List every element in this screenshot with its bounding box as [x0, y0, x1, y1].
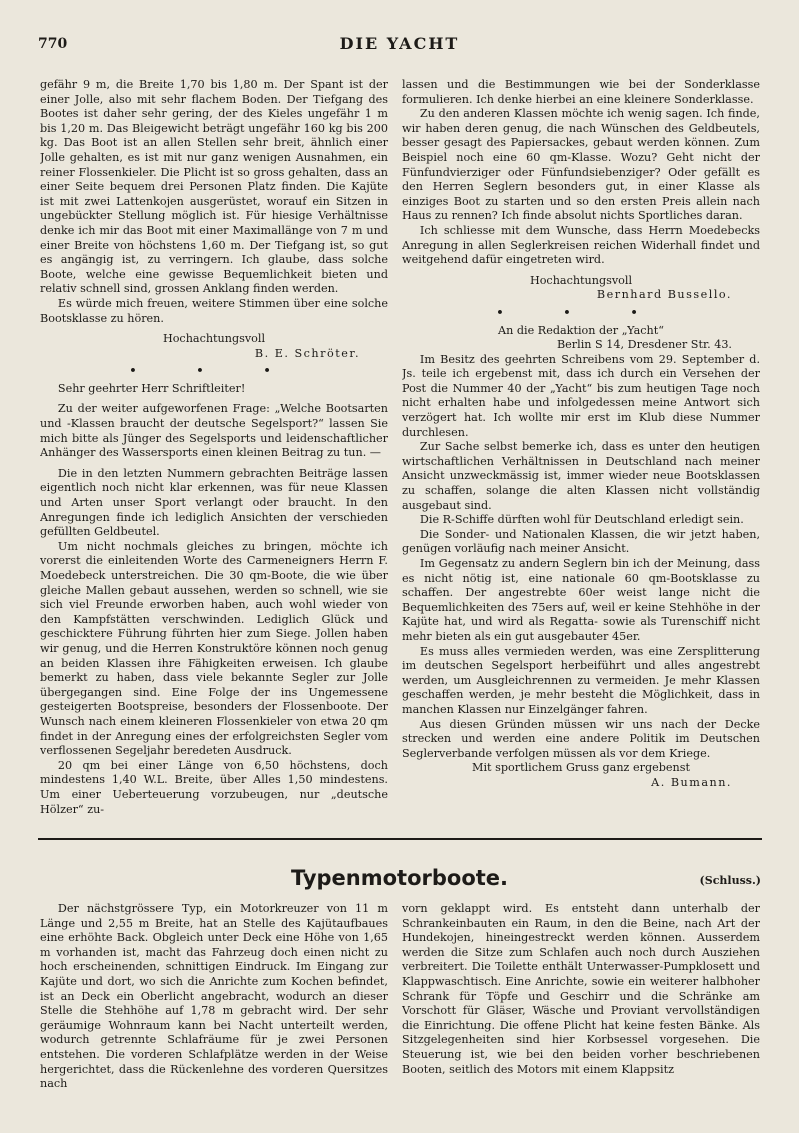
letter-closing: Hochachtungsvoll [162, 332, 266, 346]
page-number: 770 [38, 36, 68, 52]
paragraph: Zu der weiter aufgeworfenen Frage: „Welche Bootsarten und -Klassen braucht der deutsche Segelsport?“ lassen Sie mich bitte als Jünger des Segelsports und leidenschaftlicher Anhänger des Wassersports einen kleinen Beitrag zu tun. — [40, 402, 388, 460]
paragraph: Im Besitz des geehrten Schreibens vom 29. September d. Js. teile ich ergebenst mit, dass ich durch ein Versehen der Post die Nummer 40 der „Yacht“ bis zum heutigen Tage noch nicht erhalten habe und infolgedessen meine Antwort sich verzögert hat. Ich wollte mir erst im Klub diese Nummer durchlesen. [402, 352, 760, 439]
letter-signature: Bernhard Bussello. [596, 288, 732, 302]
paragraph: Es muss alles vermieden werden, was eine Zersplitterung im deutschen Segelsport herbeiführt und alles angestrebt werden, um Ausgleichrennen zu vermeiden. Je mehr Klassen geschaffen werden, je mehr besteht die Möglichkeit, dass in manchen Klassen nur Einzelgänger fahren. [402, 644, 760, 716]
separator-stars: • • • [129, 363, 299, 378]
paragraph: Im Gegensatz zu andern Seglern bin ich der Meinung, dass es nicht nötig ist, eine nationale 60 qm-Bootsklasse zu schaffen. Der angestrebte 60er weist lange nicht die Bequemlichkeiten des 75ers auf, weil er keine Stehhöhe in der Kajüte hat, und wird als Regatta- sowie als Turenschiff nicht mehr bieten als ein gut ausgebauter 45er. [402, 557, 760, 643]
section-divider [38, 838, 762, 840]
paragraph: Die in den letzten Nummern gebrachten Beiträge lassen eigentlich noch nicht klar erkennen, was für neue Klassen und Arten unser Sport verlangt oder braucht. In den Anregungen finde ich lediglich Ansichten der verschieden gefüllten Geldbeutel. [40, 466, 388, 539]
article-continuation-note: (Schluss.) [699, 874, 761, 887]
paragraph: 20 qm bei einer Länge von 6,50 höchstens, doch mindestens 1,40 W.L. Breite, über Alles 1,50 mindestens. Um einer Ueberteuerung vorzubeugen, nur „deutsche Hölzer“ zu- [40, 758, 388, 816]
paragraph: Um nicht nochmals gleiches zu bringen, möchte ich vorerst die einleitenden Worte des Carmeneigners Herrn F. Moedebeck unterstreichen. Die 30 qm-Boote, die wie über gleiche Mallen gebaut aussehen, werden so schnell, wie sie sich viel Freunde erworben haben, auch wohl wieder von den Kampfstätten verschwinden. Lediglich Glück und geschicktere Führung führten hier zum Siege. Jollen haben wir genug, und die Herren Konstruktöre können noch genug an beiden Klassen ihre Fähigkeiten erweisen. Ich glaube bemerkt zu haben, dass viele bekannte Segler zur Jolle übergegangen sind. Eine Folge der ins Ungemessene gesteigerten Bootspreise, besonders der Flossenboote. Der Wunsch nach einem kleineren Flossenkieler von etwa 20 qm findet in der Anregung eines der erfolgreichsten Segler vom verflossenen Segeljahr beredeten Ausdruck. [40, 539, 388, 758]
paragraph: Der nächstgrössere Typ, ein Motorkreuzer von 11 m Länge und 2,55 m Breite, hat an Stelle des Kajütaufbaues eine erhöhte Back. Obgleich unter Deck eine Höhe von 1,65 m vorhanden ist, macht das Fahrzeug doch einen nicht zu hoch erscheinenden, schnittigen Eindruck. Im Eingang zur Kajüte und dort, wo sich die Anrichte zum Kochen befindet, ist an Deck ein Oberlicht angebracht, wodurch an dieser Stelle die Stehhöhe auf 1,78 m gebracht wird. Der sehr geräumige Wohnraum kann bei Nacht unterteilt werden, wodurch getrennte Schlafräume für je zwei Personen entstehen. Die vorderen Schlafplätze werden in der Weise hergerichtet, dass die Rückenlehne des vorderen Quersitzes nach [40, 902, 388, 1091]
paragraph: lassen und die Bestimmungen wie bei der Sonderklasse formulieren. Ich denke hierbei an eine kleinere Sonderklasse. [402, 78, 760, 106]
left-column [40, 78, 388, 828]
paragraph: Es würde mich freuen, weitere Stimmen über eine solche Bootsklasse zu hören. [40, 296, 388, 325]
paragraph: Zur Sache selbst bemerke ich, dass es unter den heutigen wirtschaftlichen Verhältnissen in Deutschland nach meiner Ansicht unzweckmässig ist, immer wieder neue Bootsklassen zu schaffen, solange die alten Klassen nicht vollständig ausgebaut sind. [402, 440, 760, 512]
separator-stars: • • • [496, 304, 666, 319]
paragraph: gefähr 9 m, die Breite 1,70 bis 1,80 m. Der Spant ist der einer Jolle, also mit sehr flachem Boden. Der Tiefgang des Bootes ist daher sehr gering, der des Kieles ungefähr 1 m bis 1,20 m. Das Bleigewicht beträgt ungefähr 160 kg bis 200 kg. Das Boot ist an allen Stellen sehr breit, ähnlich einer Jolle gehalten, es ist mit nur ganz wenigen Ausnahmen, ein reiner Flossenkieler. Die Plicht ist so gross gehalten, dass an einer Seite bequem drei Personen Platz finden. Die Kajüte ist mit zwei Lattenkojen ausgerüstet, worauf ein Sitzen in ungebückter Stellung möglich ist. Für hiesige Verhältnisse denke ich mir das Boot mit einer Maximallänge von 7 m und einer Breite von höchstens 1,60 m. Der Tiefgang ist, so gut es angängig ist, zu verringern. Ich glaube, dass solche Boote, welche eine gewisse Bequemlichkeit bieten und relativ schnell sind, grossen Anklang finden werden. [40, 78, 388, 296]
paragraph: Ich schliesse mit dem Wunsche, dass Herrn Moedebecks Anregung in allen Seglerkreisen reichen Widerhall findet und weitgehend dafür eingetreten wird. [402, 223, 760, 267]
paragraph: Aus diesen Gründen müssen wir uns nach der Decke strecken und werden eine andere Politik im Deutschen Seglerverbande verfolgen müssen als vor dem Kriege. [402, 717, 760, 760]
paragraph: Die Sonder- und Nationalen Klassen, die wir jetzt haben, genügen vorläufig nach meiner Ansicht. [402, 527, 760, 556]
address-line: An die Redaktion der „Yacht“ [498, 323, 664, 337]
article-right-column [402, 902, 760, 1128]
letter-signature: B. E. Schröter. [254, 346, 360, 360]
letter-closing: Mit sportlichem Gruss ganz ergebenst [472, 761, 690, 775]
paragraph: Zu den anderen Klassen möchte ich wenig sagen. Ich finde, wir haben deren genug, die nach Wünschen des Geldbeutels, besser gesagt des Papiersackes, gebaut werden können. Zum Beispiel noch eine 60 qm-Klasse. Wozu? Geht nicht der Fünfundvierziger oder Fünfundsiebenziger? Oder gefällt es den Herren Seglern besonders gut, in einer Klasse als einziges Boot zu starten und so den ersten Preis allein nach Haus zu rennen? Ich finde absolut nichts Sportliches daran. [402, 107, 760, 223]
journal-masthead: DIE YACHT [339, 34, 460, 53]
letter-signature: A. Bumann. [651, 775, 732, 789]
paragraph: vorn geklappt wird. Es entsteht dann unterhalb der Schrankeinbauten ein Raum, in den die Beine, nach Art der Hundekojen, hineingestreckt werden können. Ausserdem werden die Sitze zum Schlafen auch noch durch Ausziehen verbreitert. Die Toilette enthält Unterwasser-Pumpklosett und Klappwaschtisch. Eine Anrichte, sowie ein weiterer halbhoher Schrank für Töpfe und Geschirr und die Schränke am Vorschott für Gläser, Wäsche und Proviant vervollständigen die Einrichtung. Die offene Plicht hat keine festen Bänke. Als Sitzgelegenheiten sind hier Korbsessel vorgesehen. Die Steuerung ist, wie bei den beiden vorher beschriebenen Booten, seitlich des Motors mit einem Klappsitz [402, 902, 760, 1076]
paragraph: Die R-Schiffe dürften wohl für Deutschland erledigt sein. [419, 513, 744, 527]
letter-salutation: Sehr geehrter Herr Schriftleiter! [57, 381, 246, 395]
address-line: Berlin S 14, Dresdener Str. 43. [556, 338, 732, 352]
article-title: Typenmotorboote. [290, 866, 509, 890]
article-left-column [40, 902, 388, 1128]
right-column [402, 78, 760, 828]
letter-closing: Hochachtungsvoll [529, 273, 633, 287]
